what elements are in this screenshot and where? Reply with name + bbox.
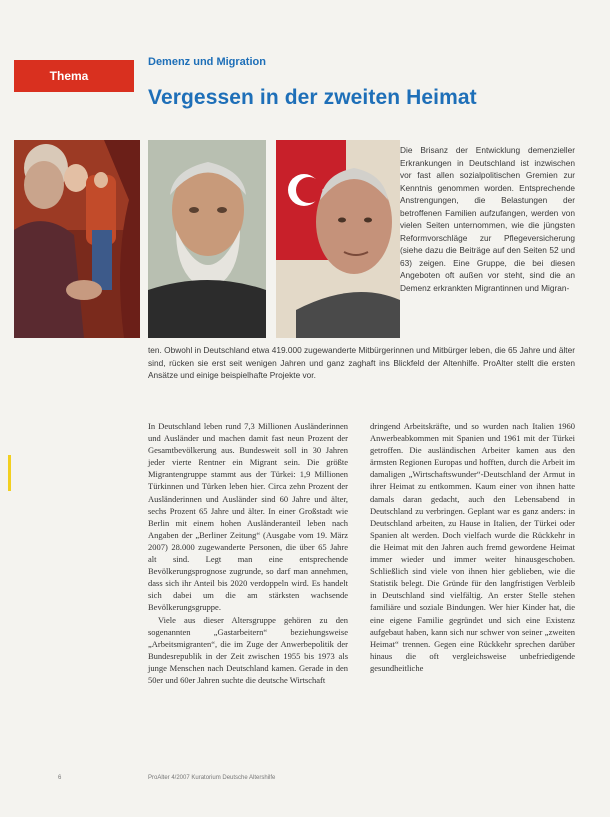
intro-paragraph-1: Die Brisanz der Entwicklung demenzieller Erkrankungen in Deutschland ist inzwischen vor fast allen sozialpolitischen Gremien zur Kenntnis genommen worden. Entsprechende Anstrengungen, die Belastungen der betroffenen Familien aufzufangen, werden von vielen Seiten unternommen, wie die jüngsten Reformvorschläge zur Pflegeversicherung (siehe dazu die Beiträge auf den Seiten 52 und 63) zeigen. Eine Gruppe, die bei diesen Angeboten oft außen vor steht, sind die an Demenz erkrankten Migrantinnen und Migran- (400, 145, 575, 293)
page-number: 6 (58, 775, 62, 781)
section-badge (14, 60, 134, 92)
body-paragraph: Viele aus dieser Altersgruppe gehören zu den sogenannten „Gastarbeitern“ beziehungsweise „Arbeitsmigranten“, die im Zuge der Anwerbepolitik der Bundesrepublik in der Zeit zwischen 1955 bis 1973 als junge Menschen nach Deutschland kamen. Gerade in den 50er und 60er Jahren suchte die deutsche Wirtschaft (148, 614, 348, 685)
footer-publication: ProAlter 4/2007 Kuratorium Deutsche Altershilfe (148, 775, 276, 781)
article-topic: Demenz und Migration (148, 56, 266, 68)
article-title: Vergessen in der zweiten Heimat (148, 86, 477, 109)
margin-marker (8, 455, 11, 491)
body-column-left (148, 420, 348, 686)
photo-woman-with-doll (14, 140, 140, 338)
intro-paragraph-2: ten. Obwohl in Deutschland etwa 419.000 zugewanderte Mitbürgerinnen und Mitbürger leben, die 65 Jahre und älter sind, rücken sie erst seit wenigen Jahren und ganz zaghaft ins Blickfeld der Altenhilfe. ProAlter stellt die ersten Ansätze und einige beispielhafte Projekte vor. (148, 345, 575, 380)
photo-bearded-man (148, 140, 266, 338)
section-badge-label: Thema (49, 69, 89, 83)
body-paragraph: In Deutschland leben rund 7,3 Millionen Ausländerinnen und Ausländer und machen damit fast neun Prozent der Gesamtbevölkerung aus. Bundesweit soll in 30 Jahren jeder vierte Rentner ein Migrant sein. Die größte Migrantengruppe stammt aus der Türkei: 1,9 Millionen Türkinnen und Türken leben hier. Circa zehn Prozent der Ausländerinnen und Ausländer sind 60 Jahre und älter, sechs Prozent 65 Jahre und älter. In einer Großstadt wie Berlin mit einem hohen Ausländeranteil leben nach Angaben der „Berliner Zeitung“ (Ausgabe vom 19. März 2007) 28.000 zugewanderte Personen, die über 65 Jahre alt sind. Legt man eine entsprechende Bevölkerungsprognose zugrunde, so darf man annehmen, dass sich ihr Anteil bis 2020 verdoppeln wird. Es handelt sich dabei um die am stärksten wachsende Bevölkerungsgruppe. (148, 421, 348, 613)
body-paragraph: dringend Arbeitskräfte, und so wurden nach Italien 1960 Anwerbeabkommen mit Spanien und 1961 mit der Türkei getroffen. Die ausländischen Arbeiter kamen aus den ärmsten Regionen Europas und hofften, durch die Arbeit im damaligen „Wirtschaftswunder“-Deutschland der Armut in ihrer Heimat zu entkommen. Kaum einer von ihnen hatte damals daran gedacht, auch den Lebensabend in Deutschland zu verbringen. Geplant war es ganz anders: in Deutschland arbeiten, zu Hause in Italien, der Türkei oder Spanien alt werden. Doch vielfach wurde die Rückkehr in die Heimat mit den Jahren auch fremd gewordene Heimat immer wieder und immer weiter hinausgeschoben. Schließlich sind viele von ihnen hier geblieben, wie die Statistik belegt. Die Gründe für den langfristigen Verbleib in Deutschland sind vielfältig. An erster Stelle stehen familiäre und soziale Bindungen. Wer hier Kinder hat, die eine eigene Familie gegründet und sich eine Existenz aufgebaut haben, kann sich nur schwer von seiner „zweiten Heimat“ trennen. Gegen eine Rückkehr sprechen darüber hinaus die oft vergleichsweise unbefriedigende gesundheitliche (370, 421, 575, 673)
body-column-right (370, 420, 575, 674)
intro-text-right (400, 144, 575, 294)
intro-text-full-width (148, 344, 575, 382)
photo-man-turkish-flag (276, 140, 400, 338)
